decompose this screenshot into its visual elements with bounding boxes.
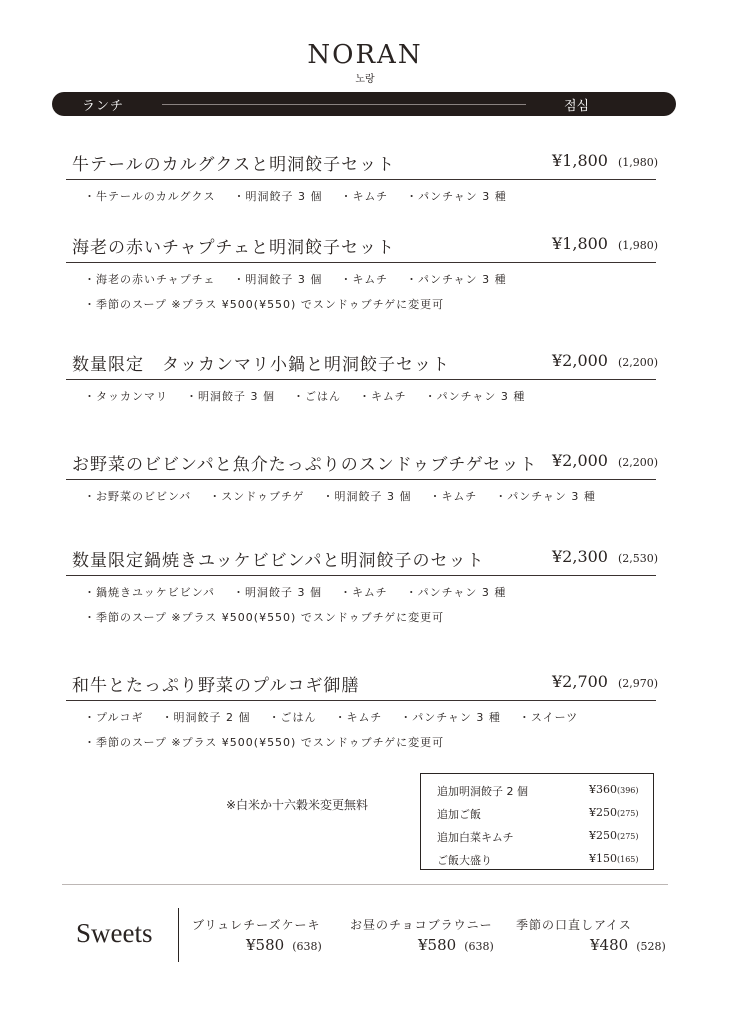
price-tax-included: (2,200)	[617, 356, 659, 369]
brand-subtitle: 노랑	[355, 74, 375, 85]
divider	[62, 884, 668, 885]
detail-entry: ・キムチ	[340, 586, 388, 599]
price-tax-included: (1,980)	[617, 156, 659, 169]
detail-entry: ・タッカンマリ	[84, 390, 168, 403]
price-value: ¥2,000	[552, 351, 608, 370]
menu-item-details	[84, 271, 525, 287]
menu-item-details	[84, 709, 596, 725]
extra-item-name: 追加白菜キムチ	[437, 831, 514, 844]
price-value: ¥250	[589, 829, 617, 842]
price-value: ¥1,800	[552, 234, 608, 253]
sweet-item-price	[590, 936, 666, 954]
detail-entry: ・明洞餃子 3 個	[186, 390, 275, 403]
price-value: ¥150	[589, 852, 617, 865]
price-value: ¥250	[589, 806, 617, 819]
detail-entry: ・明洞餃子 3 個	[233, 273, 323, 286]
price-tax-included: (638)	[464, 940, 494, 953]
extra-item-price	[589, 829, 639, 842]
detail-entry: ・プルコギ	[84, 711, 144, 724]
menu-item-title: お野菜のビビンパと魚介たっぷりのスンドゥブチゲセット	[72, 455, 538, 475]
extra-item-price	[589, 806, 639, 819]
menu-item-title: 海老の赤いチャプチェと明洞餃子セット	[72, 238, 395, 258]
menu-item-price	[552, 151, 658, 170]
menu-item-details	[84, 609, 462, 625]
detail-entry: ・パンチャン 3 種	[405, 586, 507, 599]
price-value: ¥1,800	[552, 151, 608, 170]
price-tax-included: (2,530)	[617, 552, 659, 565]
menu-item-rule	[66, 575, 656, 576]
price-value: ¥580	[418, 936, 457, 954]
price-tax-included: (165)	[617, 855, 639, 864]
detail-entry: ・パンチャン 3 種	[406, 190, 507, 203]
detail-entry: ・季節のスープ ※プラス ¥500(¥550) でスンドゥブチゲに変更可	[84, 611, 445, 624]
detail-entry: ・明洞餃子 3 個	[233, 190, 323, 203]
detail-entry: ・キムチ	[359, 390, 407, 403]
menu-item-rule	[66, 479, 656, 480]
detail-entry: ・パンチャン 3 種	[406, 273, 507, 286]
price-value: ¥2,000	[552, 451, 608, 470]
price-tax-included: (2,970)	[617, 677, 659, 690]
detail-entry: ・季節のスープ ※プラス ¥500(¥550) でスンドゥブチゲに変更可	[84, 736, 445, 749]
menu-item-details	[84, 296, 462, 312]
brand-title: NORAN	[307, 40, 423, 70]
detail-entry: ・明洞餃子 3 個	[322, 490, 412, 503]
menu-item-price	[552, 451, 658, 470]
detail-entry: ・鍋焼きユッケビビンパ	[84, 586, 216, 599]
rice-note: ※白米か十六穀米変更無料	[226, 798, 369, 812]
detail-entry: ・キムチ	[334, 711, 383, 724]
detail-entry: ・ごはん	[293, 390, 341, 403]
menu-item-rule	[66, 262, 656, 263]
bar-divider-line	[162, 104, 526, 105]
menu-item-rule	[66, 700, 656, 701]
detail-entry: ・海老の赤いチャプチェ	[84, 273, 216, 286]
detail-entry: ・キムチ	[340, 273, 389, 286]
menu-item-details	[84, 488, 614, 504]
price-tax-included: (396)	[617, 786, 639, 795]
extra-item-name: ご飯大盛り	[437, 854, 492, 867]
detail-entry: ・牛テールのカルグクス	[84, 190, 216, 203]
menu-item-price	[552, 672, 658, 691]
menu-item-title: 数量限定 タッカンマリ小鍋と明洞餃子セット	[72, 355, 450, 375]
menu-item-title: 数量限定鍋焼きユッケビビンパと明洞餃子のセット	[72, 551, 485, 571]
detail-entry: ・パンチャン 3 種	[495, 490, 596, 503]
price-value: ¥480	[590, 936, 629, 954]
sweet-item-name: 季節の口直しアイス	[516, 918, 632, 932]
detail-entry: ・キムチ	[429, 490, 478, 503]
extra-item-price	[589, 852, 639, 865]
extras-box	[420, 773, 654, 870]
sweets-divider	[178, 908, 179, 962]
lunch-label-korean: 점심	[564, 99, 590, 114]
extra-item-name: 追加明洞餃子 2 個	[437, 785, 528, 798]
price-tax-included: (275)	[617, 832, 639, 841]
extra-item-name: 追加ご飯	[437, 808, 481, 821]
menu-item-details	[84, 388, 543, 404]
price-value: ¥2,300	[552, 547, 608, 566]
menu-item-details	[84, 734, 462, 750]
menu-item-rule	[66, 179, 656, 180]
sweet-item-price	[246, 936, 322, 954]
sweets-title: Sweets	[76, 918, 153, 948]
price-tax-included: (1,980)	[617, 239, 659, 252]
sweet-item-name: ブリュレチーズケーキ	[192, 918, 321, 932]
price-value: ¥2,700	[552, 672, 608, 691]
detail-entry: ・パンチャン 3 種	[424, 390, 526, 403]
extra-item-price	[589, 783, 639, 796]
menu-item-title: 牛テールのカルグクスと明洞餃子セット	[72, 155, 396, 175]
price-tax-included: (638)	[292, 940, 322, 953]
price-tax-included: (528)	[636, 940, 666, 953]
lunch-label: ランチ	[82, 99, 125, 114]
menu-item-rule	[66, 379, 656, 380]
price-value: ¥360	[589, 783, 617, 796]
menu-item-price	[552, 234, 658, 253]
detail-entry: ・明洞餃子 2 個	[161, 711, 251, 724]
menu-item-details	[84, 584, 524, 600]
sweet-item-name: お昼のチョコブラウニー	[350, 918, 493, 932]
lunch-section-bar	[52, 92, 676, 116]
detail-entry: ・パンチャン 3 種	[400, 711, 501, 724]
detail-entry: ・明洞餃子 3 個	[233, 586, 323, 599]
detail-entry: ・季節のスープ ※プラス ¥500(¥550) でスンドゥブチゲに変更可	[84, 298, 445, 311]
sweet-item-price	[418, 936, 494, 954]
price-value: ¥580	[246, 936, 285, 954]
price-tax-included: (275)	[617, 809, 639, 818]
detail-entry: ・スイーツ	[518, 711, 579, 724]
detail-entry: ・キムチ	[340, 190, 389, 203]
menu-item-title: 和牛とたっぷり野菜のプルコギ御膳	[72, 676, 360, 696]
detail-entry: ・お野菜のビビンバ	[84, 490, 192, 503]
detail-entry: ・スンドゥブチゲ	[209, 490, 305, 503]
menu-item-price	[552, 547, 658, 566]
price-tax-included: (2,200)	[617, 456, 659, 469]
menu-item-details	[84, 188, 525, 204]
menu-item-price	[552, 351, 658, 370]
detail-entry: ・ごはん	[268, 711, 317, 724]
